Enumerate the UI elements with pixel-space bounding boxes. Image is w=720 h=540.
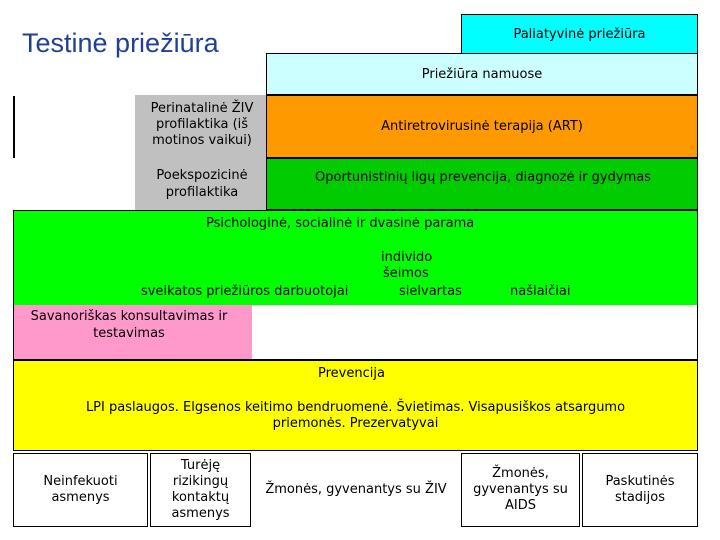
left-divider [13,96,15,158]
perinatal-line-3: motinos vaikui) [152,133,252,148]
palliative-care-label: Paliatyvinė priežiūra [513,26,646,42]
stage-risk-line-3: kontaktų [171,490,230,505]
support-orphans: našlaičiai [510,284,571,299]
page-title: Testinė priežiūra [22,28,219,58]
stage-uninfected-line-2: asmenys [51,490,110,505]
art-box [266,95,698,158]
stage-aids-line-1: Žmonės, [492,466,549,481]
stage-aids-line-2: gyvenantys su [473,482,568,497]
post-exposure-box [135,158,269,210]
support-individual: individo [381,250,433,265]
support-health-workers: sveikatos priežiūros darbuotojai [141,284,349,299]
stage-box-risk-contacts [150,453,251,527]
stage-box-living-with-hiv [252,453,460,527]
opportunistic-box [266,158,698,210]
palliative-care-box [461,14,698,54]
stage-hiv-line-1: Žmonės, gyvenantys su ŽIV [265,482,447,497]
perinatal-box [135,95,269,158]
stage-risk-line-1: Turėję [180,458,221,473]
perinatal-line-2: profilaktika (iš [155,117,249,132]
art-label: Antiretrovirusinė terapija (ART) [381,119,583,134]
stage-box-aids [461,453,580,527]
stage-final-line-2: stadijos [614,490,666,505]
prevention-heading: Prevencija [318,366,385,381]
vct-line-2: testavimas [93,326,165,341]
stage-aids-line-3: AIDS [504,498,536,513]
stage-final-line-1: Paskutinės [605,474,675,489]
post-exposure-line-2: profilaktika [165,185,239,200]
vct-box [14,305,252,359]
opportunistic-label: Oportunistinių ligų prevencija, diagnozė ir gydymas [315,170,651,185]
stage-box-uninfected [13,453,148,527]
stage-risk-line-2: rizikingų [172,474,229,489]
stage-box-final [582,453,698,527]
stage-risk-line-4: asmenys [171,506,230,521]
perinatal-line-1: Perinatalinė ŽIV [150,101,254,116]
support-family: šeimos [383,266,429,281]
vct-line-1: Savanoriškas konsultavimas ir [30,309,228,324]
home-care-label: Priežiūra namuose [421,66,543,82]
stage-uninfected-line-1: Neinfekuoti [43,474,118,489]
home-care-box [266,53,698,95]
post-exposure-line-1: Poekspozicinė [156,168,248,183]
prevention-line-1: LPI paslaugos. Elgsenos keitimo bendruomenė. Švietimas. Visapusiškos atsargumo [85,400,626,415]
support-heading: Psichologinė, socialinė ir dvasinė parama [206,216,475,231]
vct-blank-area [252,305,697,359]
support-bereavement: sielvartas [399,284,462,299]
prevention-line-2: priemonės. Prezervatyvai [272,416,439,431]
